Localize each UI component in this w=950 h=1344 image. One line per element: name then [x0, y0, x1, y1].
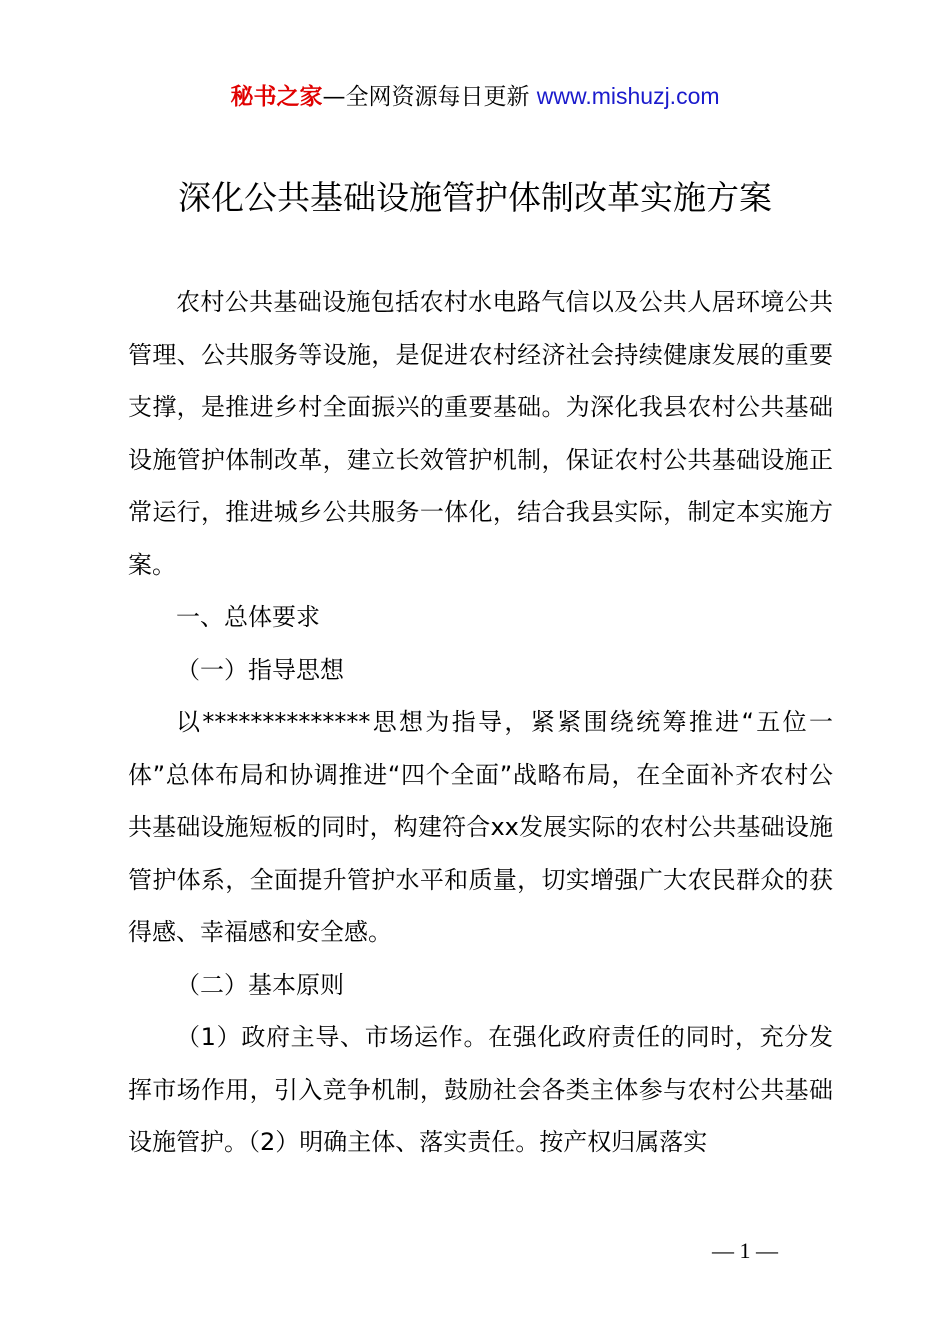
principles-paragraph: （1）政府主导、市场运作。在强化政府责任的同时，充分发挥市场作用，引入竞争机制，鼓励社会各类主体参与农村公共基础设施管护。（2）明确主体、落实责任。按产权归属落实 [128, 1023, 833, 1156]
site-tagline: —全网资源每日更新 [322, 84, 537, 110]
document-title: 深化公共基础设施管护体制改革实施方案 [178, 178, 772, 217]
document-body [128, 276, 833, 1169]
subsection-heading: （二）基本原则 [176, 970, 344, 999]
subsection-heading: （一）指导思想 [176, 655, 344, 684]
brand-name: 秘书之家 [230, 84, 323, 110]
site-header [0, 80, 950, 113]
page-number: — 1 — [712, 1238, 778, 1263]
intro-paragraph: 农村公共基础设施包括农村水电路气信以及公共人居环境公共管理、公共服务等设施，是促进农村经济社会持续健康发展的重要支撑，是推进乡村全面振兴的重要基础。为深化我县农村公共基础设施管护体制改革，建立长效管护机制，保证农村公共基础设施正常运行，推进城乡公共服务一体化，结合我县实际，制定本实施方案。 [128, 288, 833, 579]
guiding-thought-paragraph: 以**************思想为指导，紧紧围绕统筹推进“五位一体”总体布局和协调推进“四个全面”战略布局，在全面补齐农村公共基础设施短板的同时，构建符合xx发展实际的农村公共基础设施管护体系，全面提升管护水平和质量，切实增强广大农民群众的获得感、幸福感和安全感。 [128, 708, 833, 946]
section-heading: 一、总体要求 [176, 603, 320, 631]
site-url[interactable]: www.mishuzj.com [536, 83, 720, 109]
